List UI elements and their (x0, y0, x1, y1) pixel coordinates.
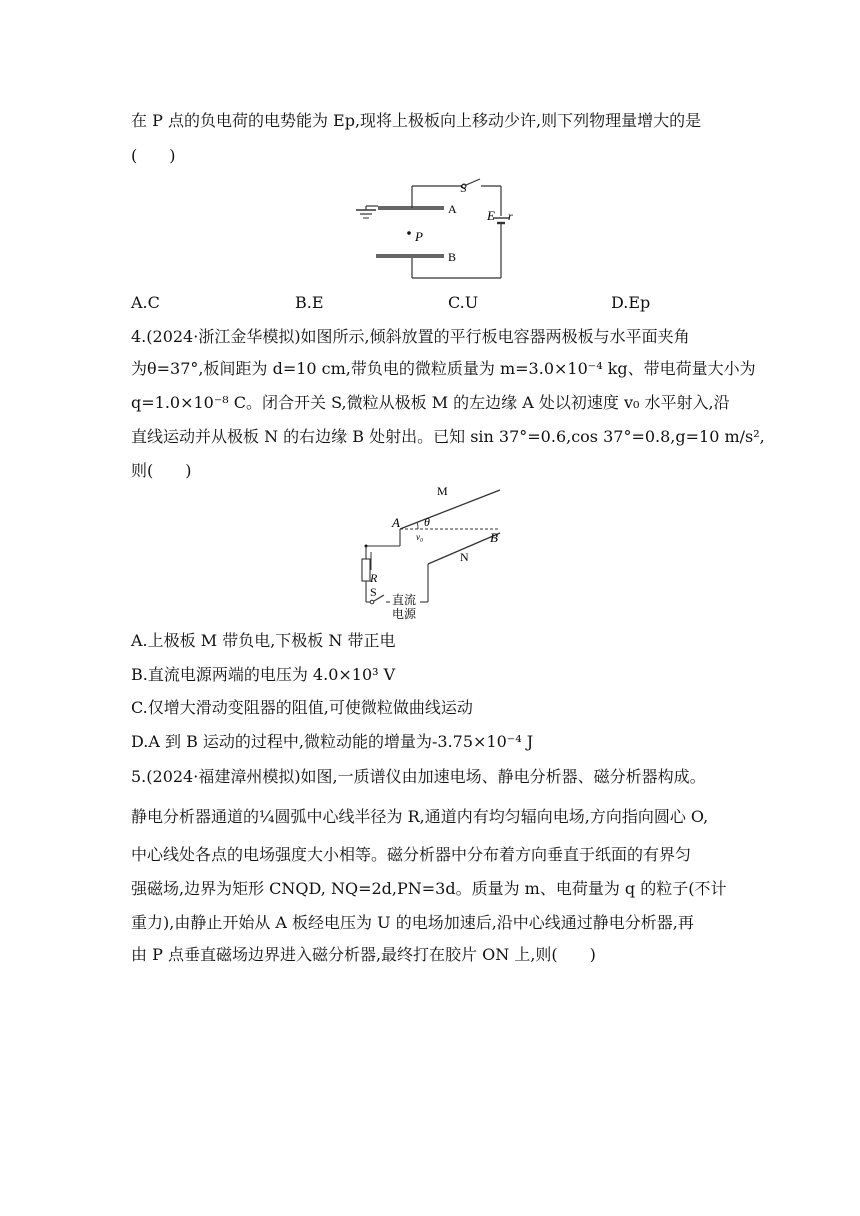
q4-tilted-capacitor-figure (350, 486, 520, 624)
point-p (407, 231, 411, 235)
q3-option-d[interactable]: D.Ep (611, 293, 651, 312)
q5-stem-line-4: 强磁场,边界为矩形 CNQD, NQ=2d,PN=3d。质量为 m、电荷量为 q 的粒子(不计 (131, 879, 727, 898)
q4-stem-line-4: 直线运动并从极板 N 的右边缘 B 处射出。已知 sin 37°=0.6,cos 37°=0.8,g=10 m/s², (131, 427, 765, 446)
q3-capacitor-figure (340, 176, 530, 282)
svg-text:A: A (448, 202, 457, 216)
svg-text:B: B (448, 250, 457, 264)
q5-stem-line-3: 中心线处各点的电场强度大小相等。磁分析器中分布着方向垂直于纸面的有界匀 (131, 845, 692, 864)
svg-text:电源: 电源 (392, 607, 417, 621)
plate-m (400, 490, 500, 529)
svg-text:R: R (370, 571, 378, 585)
q3-option-b[interactable]: B.E (295, 293, 324, 312)
q3-option-a[interactable]: A.C (131, 293, 160, 312)
svg-text:N: N (460, 550, 469, 564)
q3-stem-line-2: ( ) (131, 146, 176, 165)
svg-text:M: M (437, 486, 448, 498)
q4-stem-line-2: 为θ=37°,板间距为 d=10 cm,带负电的微粒质量为 m=3.0×10⁻⁴ kg、带电荷量大小为 (131, 359, 756, 378)
q5-stem-line-1: 5.(2024·福建漳州模拟)如图,一质谱仪由加速电场、静电分析器、磁分析器构成。 (131, 767, 706, 786)
svg-text:r: r (508, 209, 513, 223)
svg-text:θ: θ (424, 515, 430, 529)
q4-option-b[interactable]: B.直流电源两端的电压为 4.0×10³ V (131, 665, 396, 684)
resistor-r (362, 559, 370, 581)
svg-text:S: S (370, 585, 377, 599)
q4-stem-line-1: 4.(2024·浙江金华模拟)如图所示,倾斜放置的平行板电容器两极板与水平面夹角 (131, 327, 690, 346)
svg-text:A: A (392, 515, 400, 530)
switch-s (370, 600, 374, 604)
q5-stem-line-6: 由 P 点垂直磁场边界进入磁分析器,最终打在胶片 ON 上,则( ) (131, 945, 596, 964)
q3-stem-line-1: 在 P 点的负电荷的电势能为 Ep,现将上极板向上移动少许,则下列物理量增大的是 (131, 111, 702, 130)
svg-text:v₀: v₀ (416, 532, 424, 542)
svg-text:E: E (487, 208, 495, 223)
q5-stem-line-5: 重力),由静止开始从 A 板经电压为 U 的电场加速后,沿中心线通过静电分析器,再 (131, 913, 694, 932)
svg-text:B: B (490, 530, 498, 545)
q4-option-a[interactable]: A.上极板 M 带负电,下极板 N 带正电 (131, 631, 396, 650)
svg-text:S: S (460, 181, 467, 195)
q4-stem-line-5: 则( ) (131, 461, 192, 480)
svg-text:P: P (415, 229, 423, 244)
q4-option-d[interactable]: D.A 到 B 运动的过程中,微粒动能的增量为-3.75×10⁻⁴ J (131, 732, 534, 751)
q4-stem-line-3: q=1.0×10⁻⁸ C。闭合开关 S,微粒从极板 M 的左边缘 A 处以初速度 v₀ 水平射入,沿 (131, 393, 730, 412)
q4-option-c[interactable]: C.仅增大滑动变阻器的阻值,可使微粒做曲线运动 (131, 698, 473, 717)
q3-option-c[interactable]: C.U (448, 293, 479, 312)
q5-stem-line-2: 静电分析器通道的¼圆弧中心线半径为 R,通道内有均匀辐向电场,方向指向圆心 O, (131, 807, 709, 826)
svg-text:直流: 直流 (392, 593, 417, 607)
